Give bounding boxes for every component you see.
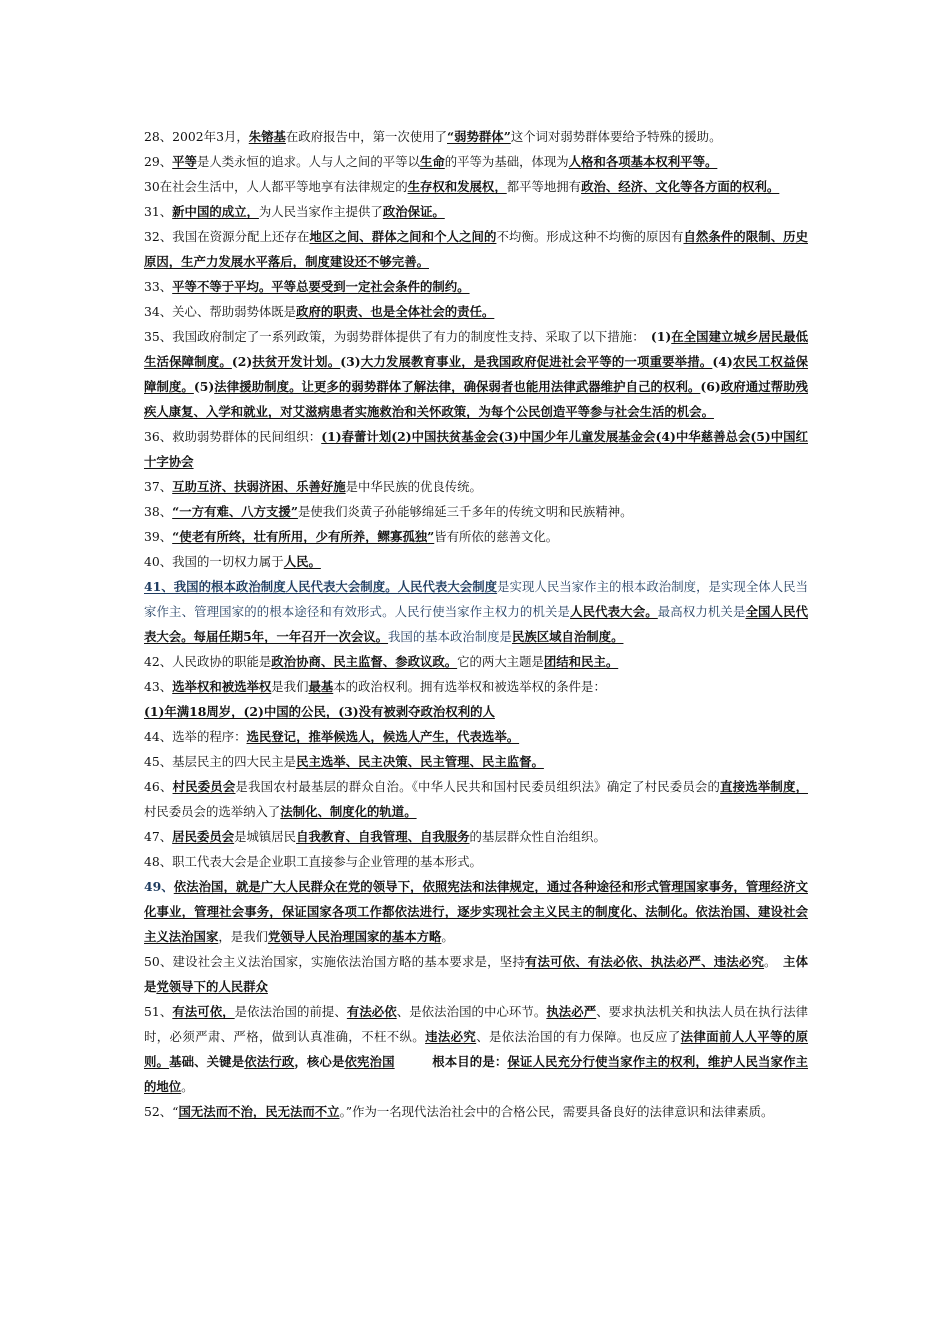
body-text: 是中华民族的优良传统。 — [345, 479, 482, 494]
emphasized-text: 扶贫开发计划。 — [252, 354, 341, 369]
emphasized-text: “一方有难、八方支援” — [172, 504, 298, 519]
body-text: 不均衡。形成这种不均衡的原因有 — [496, 229, 684, 244]
document-page — [144, 124, 808, 1124]
emphasized-text: 新中国的成立， — [172, 204, 259, 219]
body-text: 根本目的是： — [394, 1054, 508, 1069]
body-text: (2) — [231, 354, 253, 369]
emphasized-text: 党领导人民治理国家的基本方略 — [267, 929, 442, 944]
paragraph — [144, 474, 808, 499]
paragraph — [144, 824, 808, 849]
body-text: 36、救助弱势群体的民间组织： — [144, 429, 322, 444]
emphasized-text: 直接选举制度， — [720, 779, 808, 794]
body-text: 45、基层民主的四大民主是 — [144, 754, 297, 769]
emphasized-text: 选民登记，推举候选人，候选人产生，代表选举。 — [246, 729, 520, 744]
body-text: 村民委员会的选举纳入了 — [144, 804, 281, 819]
paragraph — [144, 949, 808, 999]
emphasized-text: 执法必严 — [546, 1004, 597, 1019]
paragraph — [144, 124, 808, 149]
body-text: 我国的基本政治制度是 — [388, 629, 512, 644]
body-text: 33、 — [144, 279, 173, 294]
paragraph — [144, 774, 808, 824]
body-text: 42、人民政协的职能是 — [144, 654, 272, 669]
emphasized-text: 41、我国的根本政治制度人民代表大会制度。人民代表大会制度 — [144, 579, 498, 594]
paragraph — [144, 574, 808, 649]
body-text: 是人类永恒的追求。人与人之间的平等以 — [196, 154, 420, 169]
emphasized-text: 平等 — [172, 154, 197, 169]
body-text: 38、 — [144, 504, 173, 519]
body-text: 皆有所依的慈善文化。 — [434, 529, 559, 544]
emphasized-text: “弱势群体” — [447, 129, 511, 144]
emphasized-text: 选举权和被选举权 — [172, 679, 272, 694]
body-text: 主体是 — [144, 954, 809, 994]
emphasized-text: 国无法而不治，民无法而不立 — [178, 1104, 340, 1119]
emphasized-text: 政治、经济、文化等各方面的权利。 — [581, 179, 780, 194]
emphasized-text: 法制化、制度化的轨道。 — [280, 804, 417, 819]
body-text: 是依法治国的前提、 — [234, 1004, 347, 1019]
body-text: 基础、关键是 — [169, 1054, 245, 1069]
emphasized-text: (1)春蕾计划(2)中国扶贫基金会(3)中国少年儿童发展基金会(4)中华慈善总会(5)中国红十字协会 — [144, 429, 808, 469]
body-text: 在政府报告中，第一次使用了 — [285, 129, 447, 144]
body-text: 。 — [441, 929, 454, 944]
emphasized-text: 政府通过帮助残疾人康复、入学和就业，对艾滋病患者实施救治和关怀政策，为每个公民创造平等参与社会生活的机会。 — [144, 379, 809, 419]
body-text: 。 — [764, 954, 784, 969]
body-text: 最高权力机关是 — [657, 604, 746, 619]
paragraph — [144, 724, 808, 749]
body-text: 本的政治权利。拥有选举权和被选举权的条件是： — [333, 679, 606, 694]
body-text: ，是我们 — [218, 929, 268, 944]
body-text: 是我们 — [271, 679, 309, 694]
emphasized-text: 生存权和发展权， — [407, 179, 507, 194]
paragraph — [144, 549, 808, 574]
paragraph — [144, 874, 808, 949]
body-text: 29、 — [144, 154, 173, 169]
body-text: 是我国农村最基层的群众自治。《中华人民共和国村民委员组织法》确定了村民委员会的 — [235, 779, 721, 794]
emphasized-text: 依法治国、建设社会主义法治国家 — [144, 904, 809, 944]
body-text: 都平等地拥有 — [506, 179, 582, 194]
emphasized-text: “使老有所终，壮有所用，少有所养，鳏寡孤独” — [172, 529, 435, 544]
emphasized-text: 党领导下的人民群众 — [156, 979, 268, 994]
body-text: 50、建设社会主义法治国家，实施依法治国方略的基本要求是，坚持 — [144, 954, 525, 969]
emphasized-text: 平等不等于平均。平等总要受到一定社会条件的制约。 — [172, 279, 470, 294]
emphasized-text: 人民。 — [283, 554, 321, 569]
body-text: 。 — [181, 1079, 194, 1094]
body-text: 39、 — [144, 529, 173, 544]
emphasized-text: 法律面前人人平等的原则。 — [144, 1029, 809, 1069]
paragraph — [144, 499, 808, 524]
body-text: 47、 — [144, 829, 173, 844]
emphasized-text: 政治保证。 — [382, 204, 445, 219]
paragraph — [144, 749, 808, 774]
emphasized-text: 依法行政 — [244, 1054, 295, 1069]
body-text: 是使我们炎黄子孙能够绵延三千多年的传统文明和民族精神。 — [297, 504, 633, 519]
paragraph — [144, 674, 808, 699]
emphasized-text: 全国人民代表大会。每届任期5年，一年召开一次会议。 — [144, 604, 809, 644]
body-text: 是实现人民当家作主的根本政治制度，是实现全体人民当家作主、管理国家的的根本途径和有效形式。人民行使当家作主权力的机关是 — [144, 579, 808, 619]
body-text: 31、 — [144, 204, 173, 219]
emphasized-text: 有法可依、有法必依、执法必严、违法必究 — [524, 954, 765, 969]
emphasized-text: 自然条件的限制、历史原因，生产力发展水平落后，制度建设还不够完善。 — [144, 229, 809, 269]
paragraph — [144, 524, 808, 549]
body-text: (3) — [340, 354, 361, 369]
body-text: (4) — [712, 354, 733, 369]
body-text: 28、2002年3月， — [144, 129, 249, 144]
emphasized-text: 有法必依 — [346, 1004, 397, 1019]
body-text: 的基层群众性自治组织。 — [469, 829, 606, 844]
body-text: (1) — [650, 329, 672, 344]
body-text: 34、关心、帮助弱势体既是 — [144, 304, 297, 319]
body-text: 44、选举的程序： — [144, 729, 247, 744]
body-text: 的平等为基础，体现为 — [444, 154, 569, 169]
emphasized-text: 违法必究 — [425, 1029, 477, 1044]
body-text: 、是依法治国的有力保障。也反应了 — [476, 1029, 681, 1044]
paragraph — [144, 1099, 808, 1124]
body-text: 51、 — [144, 1004, 173, 1019]
emphasized-text: 人格和各项基本权利平等。 — [568, 154, 718, 169]
body-text: ，核心是 — [294, 1054, 345, 1069]
body-text: 、要求执法机关和执法人员在执行法律时，必须严肃、严格，做到认真准确，不枉不纵。 — [144, 1004, 809, 1044]
body-text: 48、职工代表大会是企业职工直接参与企业管理的基本形式。 — [144, 854, 482, 869]
body-text: (5) — [193, 379, 215, 394]
body-text: 32、我国在资源分配上还存在 — [144, 229, 310, 244]
body-text: 30在社会生活中，人人都平等地享有法律规定的 — [144, 179, 408, 194]
emphasized-text: 大力发展教育事业，是我国政府促进社会平等的一项重要举措。 — [360, 354, 713, 369]
body-text: 为人民当家作主提供了 — [258, 204, 383, 219]
body-text: (6) — [700, 379, 721, 394]
body-text: 35、我国政府制定了一系列政策，为弱势群体提供了有力的制度性支持、采取了以下措施： — [144, 329, 651, 344]
emphasized-text: 有法可依， — [172, 1004, 235, 1019]
paragraph — [144, 849, 808, 874]
emphasized-text: 地区之间、群体之间和个人之间的 — [309, 229, 497, 244]
emphasized-text: 团结和民主。 — [543, 654, 619, 669]
emphasized-text: 依法治国，就是广大人民群众在党的领导下，依照宪法和法律规定，通过各种途径和形式管理国家事务，管理经济文化事业，管理社会事务，保证国家各项工作都依法进行，逐步实现社会主义民主的制度化、法制化。 — [144, 879, 808, 919]
emphasized-text: 民族区域自治制度。 — [511, 629, 624, 644]
emphasized-text: 人民代表大会。 — [570, 604, 658, 619]
emphasized-text: 互助互济、扶弱济困、乐善好施 — [172, 479, 346, 494]
emphasized-text: 居民委员会 — [172, 829, 235, 844]
emphasized-text: (1)年满18周岁，(2)中国的公民，(3)没有被剥夺政治权利的人 — [144, 704, 495, 719]
paragraph — [144, 274, 808, 299]
paragraph — [144, 324, 808, 424]
body-text: 这个词对弱势群体要给予特殊的援助。 — [510, 129, 722, 144]
body-text: 40、我国的一切权力属于 — [144, 554, 284, 569]
emphasized-text: 法律援助制度。让更多的弱势群体了解法律，确保弱者也能用法律武器维护自己的权利。 — [214, 379, 701, 394]
body-text: 49、 — [144, 879, 174, 894]
emphasized-text: 政治协商、民主监督、参政议政。 — [271, 654, 458, 669]
paragraph — [144, 174, 808, 199]
emphasized-text: 自我教育、自我管理、自我服务 — [296, 829, 470, 844]
emphasized-text: 农民工权益保障制度。 — [144, 354, 809, 394]
emphasized-text: 最基 — [308, 679, 334, 694]
body-text: 43、 — [144, 679, 173, 694]
paragraph — [144, 424, 808, 474]
paragraph — [144, 299, 808, 324]
paragraph — [144, 199, 808, 224]
body-text: 它的两大主题是 — [457, 654, 544, 669]
body-text: 。”作为一名现代法治社会中的合格公民，需要具备良好的法律意识和法律素质。 — [339, 1104, 774, 1119]
paragraph — [144, 699, 808, 724]
paragraph — [144, 649, 808, 674]
paragraph — [144, 224, 808, 274]
emphasized-text: 保证人民充分行使当家作主的权利，维护人民当家作主的地位 — [144, 1054, 809, 1094]
body-text: 、是依法治国的中心环节。 — [396, 1004, 547, 1019]
emphasized-text: 村民委员会 — [172, 779, 236, 794]
paragraph — [144, 149, 808, 174]
emphasized-text: 依宪治国 — [344, 1054, 395, 1069]
body-text: 是城镇居民 — [234, 829, 297, 844]
emphasized-text: 政府的职责、也是全体社会的责任。 — [296, 304, 495, 319]
body-text: 37、 — [144, 479, 173, 494]
emphasized-text: 民主选举、民主决策、民主管理、民主监督。 — [296, 754, 544, 769]
emphasized-text: 生命 — [419, 154, 445, 169]
emphasized-text: 在全国建立城乡居民最低生活保障制度。 — [144, 329, 809, 369]
emphasized-text: 朱镕基 — [248, 129, 286, 144]
body-text: 46、 — [144, 779, 173, 794]
paragraph — [144, 999, 808, 1099]
body-text: 52、“ — [144, 1104, 179, 1119]
